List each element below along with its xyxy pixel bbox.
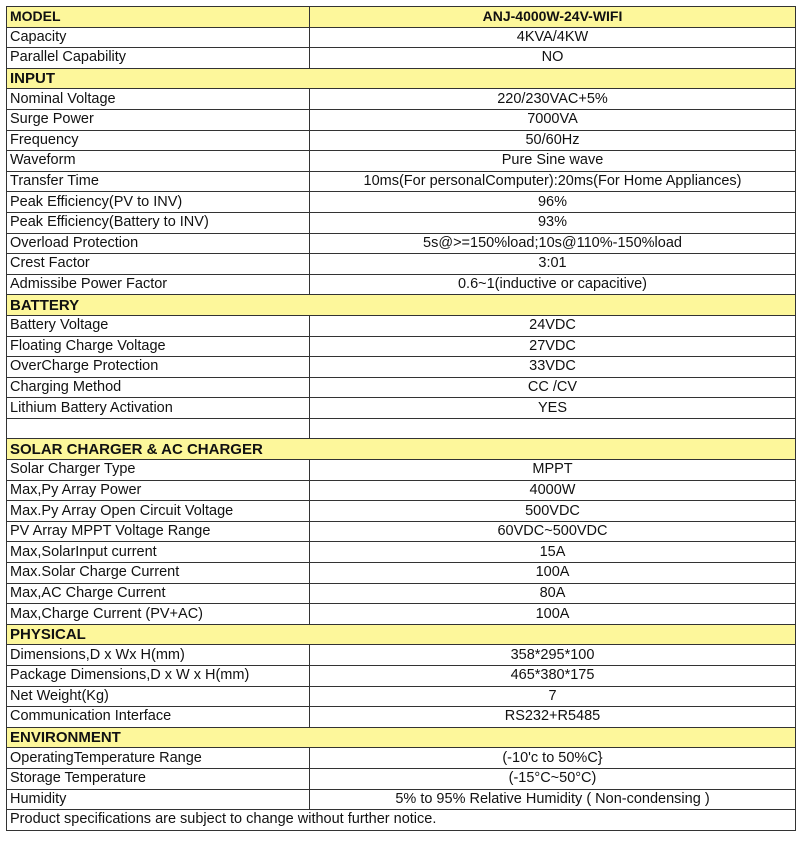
- spec-row: [7, 109, 796, 130]
- spec-value: 3:01: [310, 254, 796, 275]
- spec-row: [7, 315, 796, 336]
- spec-label: Max.Py Array Open Circuit Voltage: [7, 501, 310, 522]
- spec-value: 0.6~1(inductive or capacitive): [310, 274, 796, 295]
- spec-value: (-10'c to 50%C}: [310, 748, 796, 769]
- spec-label: Storage Temperature: [7, 768, 310, 789]
- spec-label: Crest Factor: [7, 254, 310, 275]
- section-title: SOLAR CHARGER & AC CHARGER: [7, 439, 796, 460]
- footnote-row: [7, 810, 796, 831]
- spec-row: [7, 398, 796, 419]
- section-title: BATTERY: [7, 295, 796, 316]
- spec-label: Package Dimensions,D x W x H(mm): [7, 666, 310, 687]
- spec-label: PV Array MPPT Voltage Range: [7, 521, 310, 542]
- spec-row: [7, 686, 796, 707]
- spec-value: 220/230VAC+5%: [310, 89, 796, 110]
- spec-value: 7: [310, 686, 796, 707]
- spec-value: 5s@>=150%load;10s@110%-150%load: [310, 233, 796, 254]
- spec-value: 100A: [310, 563, 796, 584]
- spec-row: [7, 48, 796, 69]
- spec-label: Solar Charger Type: [7, 460, 310, 481]
- spec-row: [7, 604, 796, 625]
- spec-label: Max,SolarInput current: [7, 542, 310, 563]
- spec-value: 27VDC: [310, 336, 796, 357]
- spec-row: [7, 645, 796, 666]
- spec-label: Admissibe Power Factor: [7, 274, 310, 295]
- spec-label: [7, 418, 310, 439]
- spec-value: 4000W: [310, 480, 796, 501]
- spec-value: 50/60Hz: [310, 130, 796, 151]
- spec-row: [7, 233, 796, 254]
- spec-value: 465*380*175: [310, 666, 796, 687]
- spec-value: 15A: [310, 542, 796, 563]
- spec-row: [7, 377, 796, 398]
- spec-label: Battery Voltage: [7, 315, 310, 336]
- spec-row: [7, 789, 796, 810]
- spec-row: [7, 748, 796, 769]
- spec-value: 7000VA: [310, 109, 796, 130]
- section-title: ENVIRONMENT: [7, 727, 796, 748]
- spec-row: [7, 418, 796, 439]
- spec-row: [7, 563, 796, 584]
- section-header-row: [7, 295, 796, 316]
- spec-value: CC /CV: [310, 377, 796, 398]
- spec-row: [7, 151, 796, 172]
- spec-label: Peak Efficiency(Battery to INV): [7, 212, 310, 233]
- spec-value: 5% to 95% Relative Humidity ( Non-condensing ): [310, 789, 796, 810]
- spec-value: 500VDC: [310, 501, 796, 522]
- spec-label: Transfer Time: [7, 171, 310, 192]
- spec-value: NO: [310, 48, 796, 69]
- spec-value: 358*295*100: [310, 645, 796, 666]
- spec-value: RS232+R5485: [310, 707, 796, 728]
- spec-label: Floating Charge Voltage: [7, 336, 310, 357]
- spec-row: [7, 89, 796, 110]
- spec-row: [7, 480, 796, 501]
- spec-value: 100A: [310, 604, 796, 625]
- spec-label: Net Weight(Kg): [7, 686, 310, 707]
- spec-row: [7, 583, 796, 604]
- spec-row: [7, 460, 796, 481]
- section-header-row: [7, 439, 796, 460]
- spec-value: 24VDC: [310, 315, 796, 336]
- spec-row: [7, 707, 796, 728]
- spec-label: Surge Power: [7, 109, 310, 130]
- spec-row: [7, 357, 796, 378]
- spec-label: Peak Efficiency(PV to INV): [7, 192, 310, 213]
- spec-value: 10ms(For personalComputer):20ms(For Home Appliances): [310, 171, 796, 192]
- spec-value: MPPT: [310, 460, 796, 481]
- footnote: Product specifications are subject to change without further notice.: [7, 810, 796, 831]
- spec-value: 96%: [310, 192, 796, 213]
- model-value: ANJ-4000W-24V-WIFI: [310, 7, 796, 28]
- spec-table-body: [7, 7, 796, 831]
- spec-value: (-15°C~50°C): [310, 768, 796, 789]
- section-header-row: [7, 68, 796, 89]
- spec-row: [7, 768, 796, 789]
- spec-row: [7, 27, 796, 48]
- spec-row: [7, 171, 796, 192]
- section-title: PHYSICAL: [7, 624, 796, 645]
- section-title: INPUT: [7, 68, 796, 89]
- spec-value: 33VDC: [310, 357, 796, 378]
- spec-value: 93%: [310, 212, 796, 233]
- spec-row: [7, 130, 796, 151]
- spec-value: YES: [310, 398, 796, 419]
- spec-label: Overload Protection: [7, 233, 310, 254]
- spec-table: [6, 6, 796, 831]
- spec-row: [7, 666, 796, 687]
- spec-row: [7, 542, 796, 563]
- spec-value: [310, 418, 796, 439]
- spec-label: Nominal Voltage: [7, 89, 310, 110]
- spec-label: Charging Method: [7, 377, 310, 398]
- spec-value: 4KVA/4KW: [310, 27, 796, 48]
- spec-label: Max,Py Array Power: [7, 480, 310, 501]
- spec-label: OperatingTemperature Range: [7, 748, 310, 769]
- spec-row: [7, 254, 796, 275]
- spec-label: Humidity: [7, 789, 310, 810]
- spec-label: OverCharge Protection: [7, 357, 310, 378]
- spec-label: Waveform: [7, 151, 310, 172]
- spec-label: Communication Interface: [7, 707, 310, 728]
- spec-label: Lithium Battery Activation: [7, 398, 310, 419]
- spec-row: [7, 501, 796, 522]
- section-header-row: [7, 727, 796, 748]
- spec-value: 80A: [310, 583, 796, 604]
- spec-row: [7, 336, 796, 357]
- model-label: MODEL: [7, 7, 310, 28]
- spec-row: [7, 192, 796, 213]
- spec-value: Pure Sine wave: [310, 151, 796, 172]
- section-header-row: [7, 624, 796, 645]
- spec-label: Max.Solar Charge Current: [7, 563, 310, 584]
- spec-row: [7, 521, 796, 542]
- spec-label: Parallel Capability: [7, 48, 310, 69]
- spec-label: Capacity: [7, 27, 310, 48]
- model-header-row: [7, 7, 796, 28]
- spec-value: 60VDC~500VDC: [310, 521, 796, 542]
- spec-row: [7, 274, 796, 295]
- spec-label: Max,Charge Current (PV+AC): [7, 604, 310, 625]
- spec-label: Dimensions,D x Wx H(mm): [7, 645, 310, 666]
- spec-label: Max,AC Charge Current: [7, 583, 310, 604]
- spec-label: Frequency: [7, 130, 310, 151]
- spec-row: [7, 212, 796, 233]
